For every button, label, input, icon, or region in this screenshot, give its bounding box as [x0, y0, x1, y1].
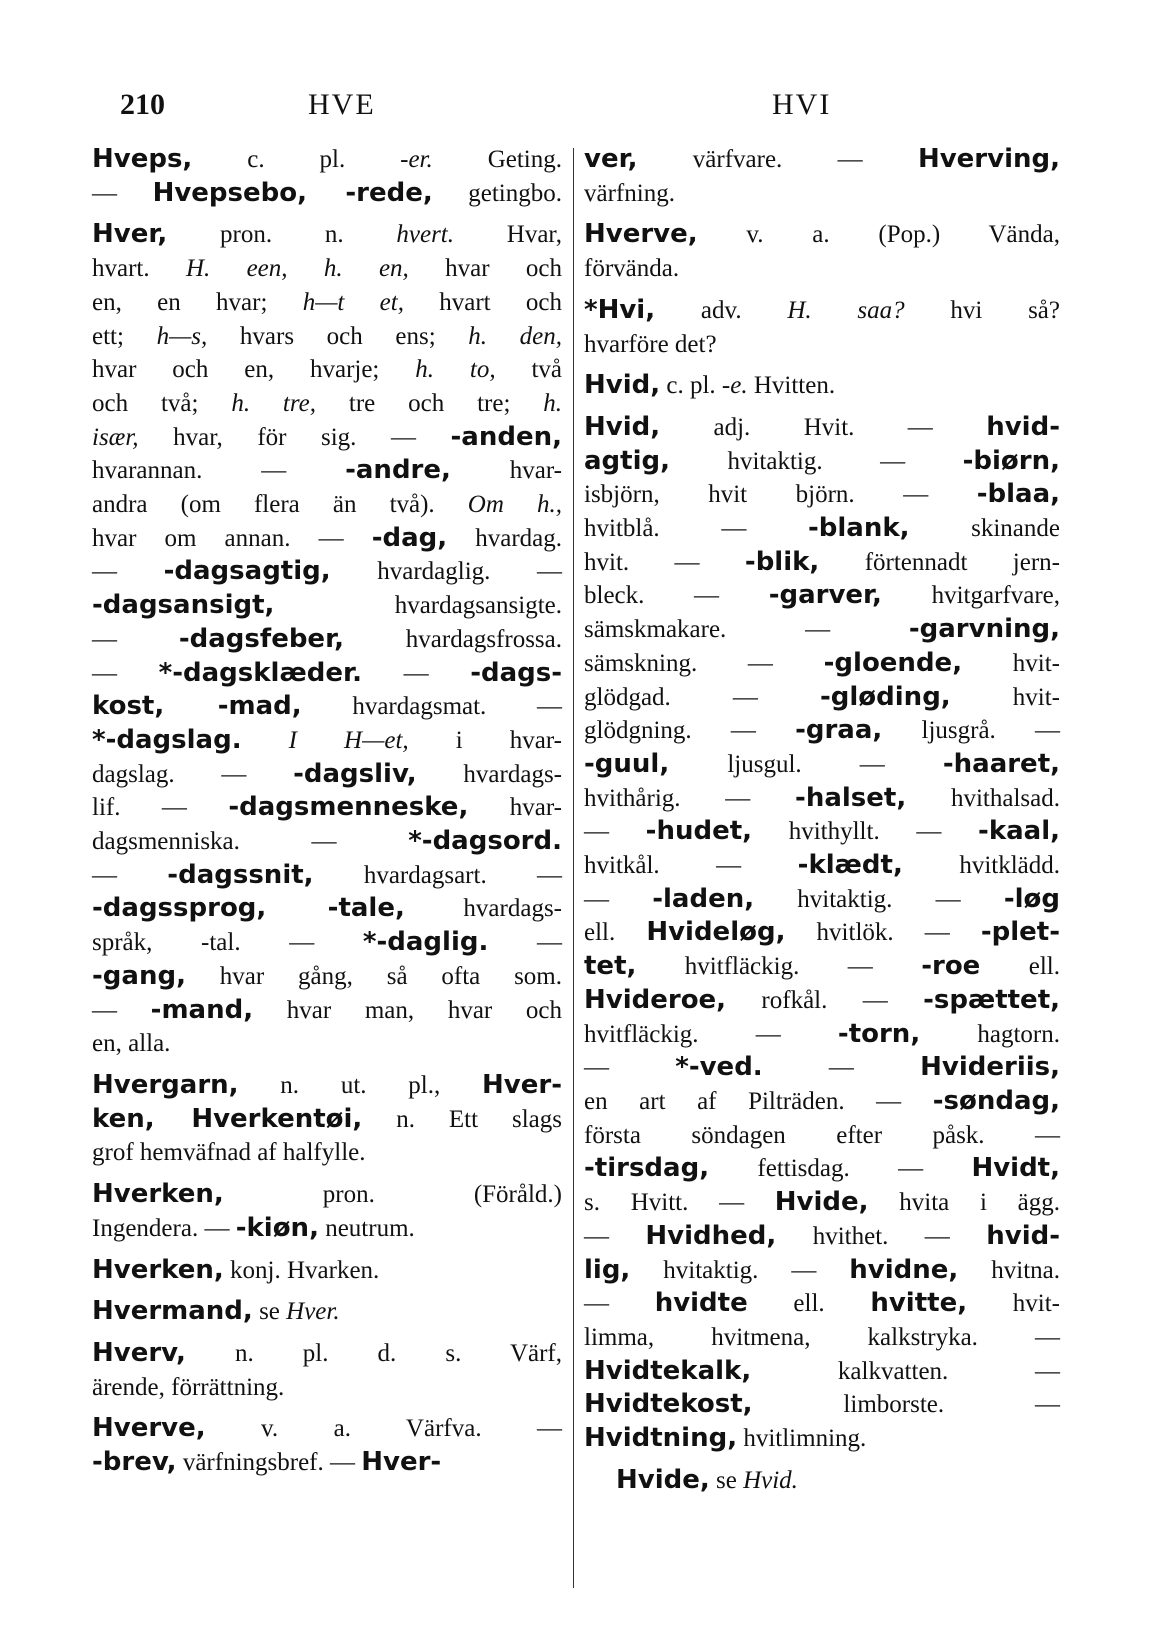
definition-text: —	[92, 625, 179, 653]
headword: -blik,	[744, 546, 820, 577]
text-line	[584, 1287, 1060, 1321]
text-line	[584, 369, 1060, 403]
definition-text: kalkvatten. —	[751, 1357, 1060, 1385]
definition-text: Geting.	[432, 146, 562, 173]
italic-text: Om h.,	[467, 491, 563, 519]
italic-text: h. den,	[468, 322, 562, 350]
text-line	[92, 859, 562, 893]
text-line	[92, 926, 562, 960]
text-line	[584, 1018, 1060, 1052]
definition-text: hvar-	[450, 457, 562, 485]
definition-text: adj. Hvit. —	[660, 413, 987, 441]
headword: -dag,	[371, 522, 448, 553]
text-line	[92, 320, 562, 354]
headword: Hveps,	[92, 144, 193, 174]
definition-text: ett;	[92, 322, 157, 350]
headword: -blaa,	[976, 479, 1060, 510]
definition-text: hvar och en, hvarje;	[92, 356, 416, 384]
text-line	[584, 1051, 1060, 1085]
text-line	[584, 1388, 1060, 1422]
definition-text: Hvitten.	[747, 372, 836, 400]
definition-text: skinande	[909, 515, 1060, 543]
headword: -plet-	[980, 917, 1060, 948]
right-column	[584, 143, 1060, 1497]
left-guide-word: HVE	[308, 88, 376, 121]
headword: Hver-	[482, 1069, 562, 1100]
headword: -hudet,	[645, 816, 753, 847]
text-line	[584, 445, 1060, 479]
headword: -tirsdag,	[584, 1153, 710, 1184]
headword: Hverken,	[92, 1254, 224, 1285]
definition-text: hvitfläckig. —	[636, 953, 922, 981]
text-line	[584, 1254, 1060, 1288]
headword: Hvepsebo, -rede,	[152, 177, 433, 208]
headword: hvitte,	[870, 1288, 968, 1319]
definition-text: —	[762, 1054, 921, 1082]
text-line	[92, 286, 562, 320]
headword: *-dagsord.	[408, 826, 562, 857]
headword: Hvergarn,	[92, 1069, 239, 1100]
definition-text: hvit-	[950, 683, 1060, 711]
headword: -garvning,	[908, 614, 1060, 645]
definition-text: ell.	[980, 953, 1060, 981]
text-line	[584, 849, 1060, 883]
headword: -roe	[921, 951, 981, 982]
headword: -guul,	[584, 748, 670, 779]
definition-text: —	[92, 996, 151, 1024]
definition-text: hvitlök. —	[785, 919, 981, 947]
definition-text: hvitklädd.	[902, 852, 1061, 880]
headword: -haaret,	[942, 748, 1060, 779]
headword: Hverving,	[917, 144, 1060, 174]
text-line	[584, 328, 1060, 362]
italic-text: hvert.	[396, 221, 454, 249]
headword: Hvidtekalk,	[584, 1355, 752, 1386]
text-line	[584, 252, 1060, 286]
text-line	[584, 613, 1060, 647]
definition-text: getingbo.	[432, 179, 562, 207]
headword: -blank,	[807, 513, 910, 544]
headword: hvid-	[986, 411, 1060, 442]
text-line	[92, 218, 562, 252]
text-line	[584, 1321, 1060, 1355]
text-line	[92, 724, 562, 758]
text-line	[92, 488, 562, 522]
definition-text: hvar och	[408, 255, 562, 283]
text-line	[584, 815, 1060, 849]
text-line	[584, 1152, 1060, 1186]
text-line	[92, 1371, 562, 1405]
text-line	[92, 892, 562, 926]
text-line	[92, 960, 562, 994]
headword: Hverken,	[92, 1179, 224, 1210]
page-header	[120, 88, 1020, 128]
text-line	[92, 421, 562, 455]
headword: Hvid,	[584, 411, 661, 442]
headword: ver,	[584, 144, 638, 174]
text-line	[584, 579, 1060, 613]
headword: -søndag,	[932, 1085, 1060, 1116]
definition-text: hvardaglig. —	[330, 558, 562, 586]
definition-text: —	[584, 885, 653, 913]
definition-text: hvit-	[967, 1290, 1060, 1318]
headword: -gloende,	[823, 647, 963, 678]
text-line	[92, 758, 562, 792]
headword: -dagsansigt,	[92, 590, 275, 621]
definition-text: —	[584, 818, 646, 846]
headword: Hverve,	[584, 219, 698, 250]
definition-text: hvart och	[403, 288, 562, 316]
text-line	[584, 782, 1060, 816]
definition-text: adv.	[655, 296, 788, 324]
headword: -dagsmenneske,	[228, 792, 469, 823]
definition-text: v. a. (Pop.) Vända,	[697, 221, 1060, 249]
italic-text: h. to,	[415, 356, 496, 384]
text-line	[92, 252, 562, 286]
headword: kost, -mad,	[92, 691, 302, 722]
definition-text: neutrum.	[318, 1214, 415, 1242]
headword: Hverv,	[92, 1337, 186, 1368]
definition-text: värfvare. —	[637, 146, 918, 173]
text-line	[92, 1337, 562, 1371]
headword: -dagsliv,	[293, 758, 417, 789]
headword: -gang,	[92, 960, 186, 991]
italic-text: H. een, h. en,	[185, 255, 409, 283]
text-line	[584, 681, 1060, 715]
definition-text: dagslag. —	[92, 760, 294, 788]
definition-text: se	[252, 1298, 287, 1326]
page-number: 210	[120, 88, 165, 121]
headword: Hver-	[361, 1447, 442, 1478]
italic-text: h. tre,	[231, 389, 317, 417]
definition-text: hvardagsansigte.	[274, 592, 562, 620]
definition-text: Ingendera. —	[92, 1214, 236, 1242]
definition-text: ärende, förrättning.	[92, 1373, 285, 1401]
headword: *Hvi,	[584, 294, 656, 325]
italic-text: h—s,	[156, 322, 208, 350]
italic-text: især,	[92, 423, 139, 451]
text-line	[92, 353, 562, 387]
left-column	[92, 143, 562, 1480]
text-line	[584, 1085, 1060, 1119]
text-line	[584, 411, 1060, 445]
headword: Hvidt,	[971, 1153, 1060, 1184]
text-line	[584, 984, 1060, 1018]
right-guide-word: HVI	[772, 88, 832, 121]
definition-text: —	[92, 179, 153, 207]
headword: hvidte	[654, 1288, 748, 1319]
definition-text: v. a. Värfva. —	[205, 1415, 562, 1443]
definition-text: ell.	[584, 919, 647, 947]
definition-text: hvitaktig. —	[670, 447, 963, 475]
text-line	[92, 1212, 562, 1246]
headword: agtig,	[584, 445, 670, 476]
headword: -spættet,	[923, 984, 1060, 1015]
definition-text: hvardagsmat. —	[301, 693, 562, 721]
headword: Hvid,	[584, 370, 661, 401]
headword: hvidne,	[849, 1254, 959, 1285]
headword: Hverve,	[92, 1413, 206, 1444]
definition-text: rofkål. —	[726, 986, 924, 1014]
headword: -andre,	[345, 455, 451, 486]
definition-text: i hvar-	[408, 726, 562, 754]
text-line	[584, 883, 1060, 917]
definition-text: grof hemväfnad af halfylle.	[92, 1139, 366, 1167]
headword: -løg	[1003, 883, 1060, 914]
headword: Hvidhed,	[645, 1220, 777, 1251]
definition-text: hvitaktig. —	[754, 885, 1004, 913]
text-line	[584, 1186, 1060, 1220]
definition-text: hvar-	[468, 794, 563, 822]
italic-text: H. saa?	[787, 296, 905, 324]
headword: *-daglig.	[362, 927, 489, 958]
headword: *-dagslag.	[92, 724, 242, 755]
definition-text: sämskmakare. —	[584, 616, 909, 644]
definition-text: ell.	[747, 1290, 871, 1318]
headword: Hvideroe,	[584, 984, 727, 1015]
text-line	[584, 916, 1060, 950]
definition-text: hvita i ägg.	[868, 1189, 1060, 1217]
headword: -gløding,	[819, 681, 951, 712]
text-line	[584, 478, 1060, 512]
headword: Hvidtning,	[584, 1423, 738, 1454]
definition-text: hvitlimning.	[737, 1425, 867, 1453]
column-divider	[573, 148, 574, 1588]
definition-text: hvar, för sig. —	[138, 423, 451, 451]
definition-text: n. ut. pl.,	[238, 1071, 483, 1099]
headword: *-ved.	[675, 1052, 763, 1083]
text-line	[92, 1446, 562, 1480]
headword: -dagsagtig,	[163, 556, 331, 587]
definition-text: hvithet. —	[776, 1222, 987, 1250]
text-line	[584, 218, 1060, 252]
text-line	[92, 623, 562, 657]
definition-text: hvitaktig. —	[630, 1256, 850, 1284]
headword: -halset,	[795, 782, 907, 813]
definition-text: n. Ett slags	[362, 1105, 562, 1133]
definition-text: hvarannan. —	[92, 457, 346, 485]
definition-text: tre och tre;	[316, 389, 544, 417]
text-line	[584, 512, 1060, 546]
headword: -anden,	[450, 421, 562, 452]
text-line	[584, 950, 1060, 984]
definition-text: två	[495, 356, 563, 384]
definition-text: hvitblå. —	[584, 515, 808, 543]
headword: Hvide,	[616, 1464, 710, 1495]
definition-text: limborste. —	[752, 1391, 1060, 1419]
headword: lig,	[584, 1254, 631, 1285]
definition-text: hvar om annan. —	[92, 524, 372, 552]
headword: -torn,	[837, 1018, 921, 1049]
text-line	[584, 1119, 1060, 1153]
headword: -klædt,	[797, 850, 903, 881]
text-line	[92, 522, 562, 556]
definition-text: fettisdag. —	[709, 1155, 972, 1183]
text-line	[584, 714, 1060, 748]
text-line	[584, 294, 1060, 328]
text-line	[584, 748, 1060, 782]
text-line	[92, 1103, 562, 1137]
text-line	[92, 657, 562, 691]
definition-text: hvardags-	[404, 895, 562, 923]
definition-text: se	[709, 1466, 744, 1494]
text-line	[584, 1422, 1060, 1456]
text-line	[92, 994, 562, 1028]
definition-text: konj. Hvarken.	[223, 1256, 380, 1284]
definition-text: språk, -tal. —	[92, 929, 363, 957]
headword: -kiøn,	[235, 1212, 319, 1243]
definition-text: —	[92, 659, 159, 687]
definition-text: förvända.	[584, 255, 680, 283]
definition-text: sämskning. —	[584, 649, 824, 677]
italic-text: Hver.	[286, 1298, 340, 1326]
headword: Hvideriis,	[920, 1052, 1060, 1083]
definition-text: hvit. —	[584, 548, 745, 576]
definition-text: hvardag.	[447, 524, 562, 552]
definition-text: hvar gång, så ofta som.	[185, 962, 562, 990]
text-line	[584, 1464, 1060, 1498]
definition-text: hvardagsfrossa.	[343, 625, 562, 653]
definition-text: första söndagen efter påsk. —	[584, 1121, 1060, 1149]
headword: Hvidtekost,	[584, 1389, 753, 1420]
headword: -dags-	[470, 657, 563, 688]
definition-text: ljusgrå. —	[882, 717, 1060, 745]
definition-text: pron. n.	[167, 221, 397, 249]
definition-text: —	[92, 861, 168, 889]
italic-text: -e.	[721, 372, 748, 400]
italic-text: -er.	[400, 146, 433, 173]
text-line	[92, 177, 562, 211]
text-line	[92, 1254, 562, 1288]
definition-text: förtennadt jern-	[819, 548, 1060, 576]
text-line	[92, 555, 562, 589]
headword: -dagssprog, -tale,	[92, 893, 405, 924]
italic-text: Hvid.	[743, 1466, 798, 1494]
text-line	[92, 454, 562, 488]
definition-text: hvithårig. —	[584, 784, 796, 812]
headword: -biørn,	[962, 445, 1060, 476]
text-line	[92, 1069, 562, 1103]
definition-text: värfningsbref. —	[176, 1449, 362, 1477]
headword: Hvide,	[774, 1187, 869, 1218]
text-line	[584, 647, 1060, 681]
headword: tet,	[584, 951, 637, 982]
definition-text: en art af Pilträden. —	[584, 1087, 933, 1115]
definition-text: —	[92, 558, 164, 586]
headword: -laden,	[652, 883, 755, 914]
definition-text: bleck. —	[584, 582, 769, 610]
text-line	[584, 1220, 1060, 1254]
text-line	[92, 791, 562, 825]
text-line	[92, 1178, 562, 1212]
text-line	[584, 546, 1060, 580]
definition-text: hvardags-	[416, 760, 562, 788]
text-line	[584, 177, 1060, 211]
headword: -kaal,	[978, 816, 1060, 847]
definition-text: hagtorn.	[920, 1020, 1060, 1048]
definition-text: hvar man, hvar och	[253, 996, 563, 1024]
headword: -dagssnit,	[167, 859, 314, 890]
definition-text: hvitfläckig. —	[584, 1020, 838, 1048]
definition-text: isbjörn, hvit björn. —	[584, 481, 977, 509]
text-line	[92, 589, 562, 623]
definition-text: hvi så?	[904, 296, 1060, 324]
definition-text: ljusgul. —	[669, 750, 943, 778]
headword: Hvideløg,	[646, 917, 786, 948]
text-line	[92, 825, 562, 859]
definition-text: hvardagsart. —	[313, 861, 562, 889]
headword: -graa,	[795, 715, 883, 746]
definition-text: c. pl.	[660, 372, 722, 400]
headword: Hvermand,	[92, 1296, 253, 1327]
definition-text: c. pl.	[192, 146, 401, 173]
definition-text: en, alla.	[92, 1030, 171, 1058]
definition-text: Hvar,	[454, 221, 562, 249]
headword: Hver,	[92, 219, 168, 250]
definition-text: —	[488, 929, 562, 957]
text-line	[92, 1027, 562, 1061]
definition-text: hvitkål. —	[584, 852, 798, 880]
definition-text: —	[584, 1054, 676, 1082]
definition-text: hvart.	[92, 255, 186, 283]
text-line	[92, 1136, 562, 1170]
definition-text: hvithalsad.	[906, 784, 1060, 812]
definition-text: hvit-	[962, 649, 1061, 677]
text-line	[92, 1412, 562, 1446]
text-line	[584, 143, 1060, 177]
headword: -mand,	[150, 994, 254, 1025]
italic-text: h.	[543, 389, 563, 417]
definition-text: glödgning. —	[584, 717, 796, 745]
headword: -dagsfeber,	[178, 623, 344, 654]
definition-text: s. Hvitt. —	[584, 1189, 775, 1217]
definition-text: glödgad. —	[584, 683, 820, 711]
definition-text: hvithyllt. —	[752, 818, 979, 846]
definition-text: —	[584, 1222, 646, 1250]
definition-text: n. pl. d. s. Värf,	[185, 1339, 562, 1367]
text-line	[584, 1355, 1060, 1389]
text-line	[92, 387, 562, 421]
text-line	[92, 690, 562, 724]
definition-text: hvitgarfvare,	[881, 582, 1060, 610]
definition-text: pron. (Föråld.)	[223, 1181, 562, 1209]
headword: *-dagsklæder.	[158, 657, 362, 688]
definition-text: limma, hvitmena, kalkstryka. —	[584, 1323, 1060, 1351]
definition-text: lif. —	[92, 794, 229, 822]
headword: hvid-	[986, 1220, 1061, 1251]
text-line	[92, 143, 562, 177]
definition-text: —	[584, 1290, 655, 1318]
definition-text: hvars och ens;	[207, 322, 469, 350]
definition-text: dagsmenniska. —	[92, 828, 409, 856]
definition-text: —	[361, 659, 471, 687]
headword: ken, Hverkentøi,	[92, 1103, 363, 1134]
definition-text: andra (om flera än två).	[92, 491, 468, 519]
headword: -garver,	[768, 580, 882, 611]
text-line	[92, 1295, 562, 1329]
italic-text: h—t et,	[302, 288, 404, 316]
definition-text: och två;	[92, 389, 232, 417]
headword: -brev,	[92, 1447, 177, 1478]
definition-text: värfning.	[584, 179, 675, 207]
definition-text	[242, 727, 289, 754]
italic-text: I H—et,	[288, 726, 409, 754]
definition-text: hvitna.	[958, 1256, 1060, 1284]
definition-text: en, en hvar;	[92, 288, 303, 316]
definition-text: hvarföre det?	[584, 330, 717, 358]
